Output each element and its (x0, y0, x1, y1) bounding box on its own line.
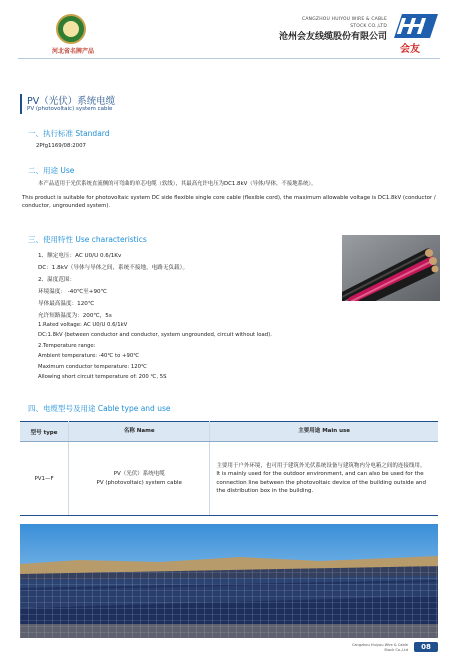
spec-cn-item: 2、温度范围： (38, 277, 76, 283)
use-text-cn: 本产品适用于光伏系统直流侧的可弯曲的单芯电缆（软线），其最高允许电压为DC1.8kV（导体/导体，不接地系统）。 (38, 181, 317, 187)
company-name-cn: 沧州会友线缆股份有限公司 (278, 32, 387, 42)
spec-en-item: Maximum conductor temperature: 120℃ (38, 363, 147, 370)
brand-mark-icon (392, 12, 440, 42)
badge-caption: 河北省名牌产品 (51, 48, 94, 55)
section-cable-type-heading: 四、电缆型号及用途 Cable type and use (28, 404, 171, 413)
section-characteristics-heading: 三、使用特性 Use characteristics (28, 235, 147, 244)
provincial-brand-badge (38, 14, 106, 56)
cable-product-photo (342, 235, 440, 301)
page-title-en: PV (photovoltaic) system cable (27, 106, 113, 112)
spec-en-item: Ambient temperature: -40℃ to +90℃ (38, 353, 140, 360)
company-name-en: CANGZHOU HUIYOU WIRE & CABLE STOCK CO.,LTD (302, 17, 387, 29)
section-standard-heading: 一、执行标准 Standard (28, 129, 110, 138)
header-divider (18, 58, 440, 59)
column-header-name: 名称 Name (69, 422, 210, 442)
specs-en-list (38, 320, 338, 382)
spec-cn-item: 允许短路温度为：200℃，5s (38, 313, 112, 319)
spec-cn-item: DC：1.8kV（导体与导体之间，系统不接地，电路无负载）。 (38, 265, 189, 271)
footer-company: Cangzhou Huiyou Wire & Cable Stock Co.,Ltd (351, 643, 408, 652)
spec-cn-item: 环境温度： -40℃至+90℃ (38, 289, 107, 295)
column-header-type: 型号 type (20, 422, 69, 442)
spec-en-item: DC:1.8kV (between conductor and conductor, system ungrounded, circuit without load). (38, 332, 272, 339)
title-accent-bar (20, 94, 22, 114)
table-header-row (20, 422, 438, 442)
table-row (20, 442, 438, 516)
standard-text: 2Pfg1169/08:2007 (36, 143, 86, 149)
spec-cn-item: 1、额定电压：AC U0/U 0.6/1Kv (38, 253, 122, 259)
use-text-en: This product is suitable for photovoltaic system DC side flexible single core cable (flexible cord), the maximum allowable voltage is DC1.8kV (conductor / conductor, ungrounded system). (22, 195, 436, 209)
badge-emblem-icon (56, 14, 86, 44)
page-number: 08 (414, 642, 438, 652)
cable-type-table (20, 421, 438, 516)
cell-name: PV（光伏）系统电缆 PV (photovoltaic) system cable (69, 442, 210, 516)
spec-cn-item: 导体最高温度：120℃ (38, 301, 95, 307)
cell-main-use: 主要用于户外环境，也可用于建筑外光伏系统设备与建筑物内分电箱之间的连接线用。 It is mainly used for the outdoor environment, and can also be used for the connection line between the photovoltaic device of the building outside and the distribution box in the building. (210, 442, 438, 516)
spec-en-item: 1.Rated voltage: AC U0/U 0.6/1kV (38, 322, 128, 328)
page-title-cn: PV（光伏）系统电缆 (27, 96, 116, 107)
section-use-heading: 二、用途 Use (28, 166, 75, 175)
spec-en-item: 2.Temperature range: (38, 342, 96, 349)
brand-name: 会友 (400, 44, 420, 55)
spec-en-item: Allowing short circuit temperature of: 200 ℃, 5S (38, 374, 167, 381)
solar-farm-photo (20, 524, 438, 638)
brand-logo (392, 12, 440, 54)
specs-cn-list (38, 250, 338, 322)
column-header-use: 主要用途 Main use (210, 422, 438, 442)
cell-type: PV1—F (20, 442, 69, 516)
